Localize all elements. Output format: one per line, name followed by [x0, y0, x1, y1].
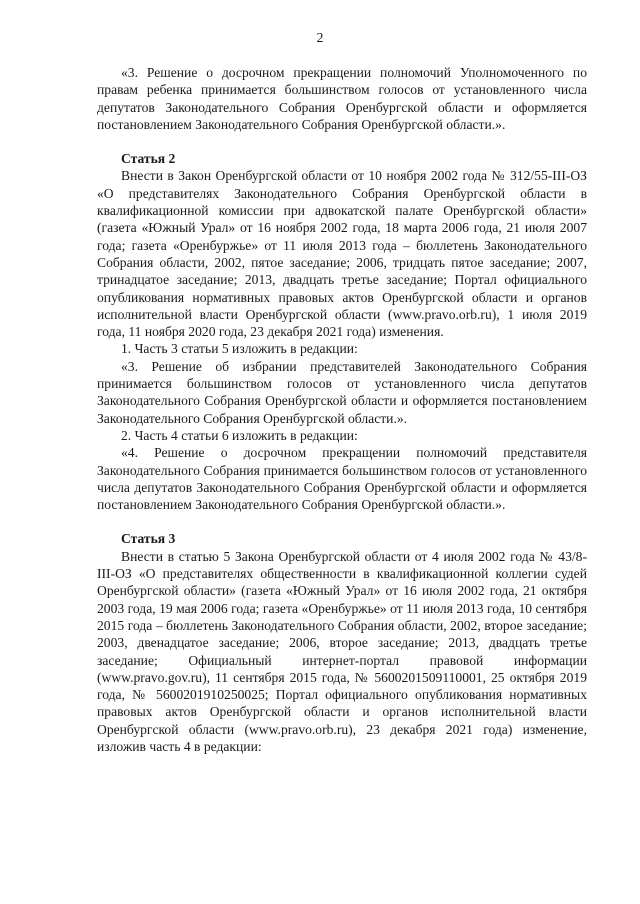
article-heading: Статья 3 [121, 531, 176, 547]
spacer [97, 133, 587, 150]
paragraph: Внести в Закон Оренбургской области от 10 ноября 2002 года № 312/55-III-ОЗ «О представителях Законодательного Собрания Оренбургской области в квалификационной комиссии при адвокатской палате Оренбургской области» (газета «Южный Урал» от 16 ноября 2002 года, 18 марта 2006 года, 21 июля 2007 года; газета «Оренбуржье» от 11 июля 2013 года – бюллетень Законодательного Собрания области, 2002, пятое заседание; 2006, тридцать пятое заседание; 2007, тринадцатое заседание; 2013, двадцать третье заседание; Портал официального опубликования нормативных правовых актов Оренбургской области и органов исполнительной власти Оренбургской области (www.pravo.orb.ru), 1 июля 2019 года, 11 ноября 2020 года, 23 декабря 2021 года) изменения. [97, 168, 587, 340]
spacer [97, 513, 587, 530]
paragraph: «4. Решение о досрочном прекращении полномочий представителя Законодательного Собрания принимается большинством голосов от установленного числа депутатов Законодательного Собрания Оренбургской области и оформляется постановлением Законодательного Собрания Оренбургской области.». [97, 445, 587, 513]
paragraph: «3. Решение о досрочном прекращении полномочий Уполномоченного по правам ребенка принимается большинством голосов от установленного числа депутатов Законодательного Собрания Оренбургской области и оформляется постановлением Законодательного Собрания Оренбургской области.». [97, 65, 587, 132]
paragraph: 1. Часть 3 статьи 5 изложить в редакции: [121, 341, 358, 357]
paragraph: «3. Решение об избрании представителей Законодательного Собрания принимается большинством голосов от установленного числа депутатов Законодательного Собрания Оренбургской области и оформляется постановлением Законодательного Собрания Оренбургской области.». [97, 358, 587, 426]
document-body [97, 64, 587, 755]
paragraph: 2. Часть 4 статьи 6 изложить в редакции: [121, 427, 358, 443]
page-number: 2 [316, 31, 324, 46]
article-heading: Статья 2 [121, 151, 176, 167]
paragraph: Внести в статью 5 Закона Оренбургской области от 4 июля 2002 года № 43/8-III-ОЗ «О представителях общественности в квалификационной коллегии судей Оренбургской области» (газета «Южный Урал» от 16 июля 2002 года, 21 октября 2003 года, 19 мая 2006 года; газета «Оренбуржье» от 11 июля 2013 года, 10 сентября 2015 года – бюллетень Законодательного Собрания области, 2002, второе заседание; 2003, двенадцатое заседание; 2006, второе заседание; 2013, двадцать третье заседание; Официальный интернет-портал правовой информации (www.pravo.gov.ru), 11 сентября 2015 года, № 5600201509110001, 25 октября 2019 года, № 5600201910250025; Портал официального опубликования нормативных правовых актов Оренбургской области и органов исполнительной власти Оренбургской области (www.pravo.orb.ru), 23 декабря 2021 года) изменение, изложив часть 4 в редакции: [97, 548, 587, 754]
